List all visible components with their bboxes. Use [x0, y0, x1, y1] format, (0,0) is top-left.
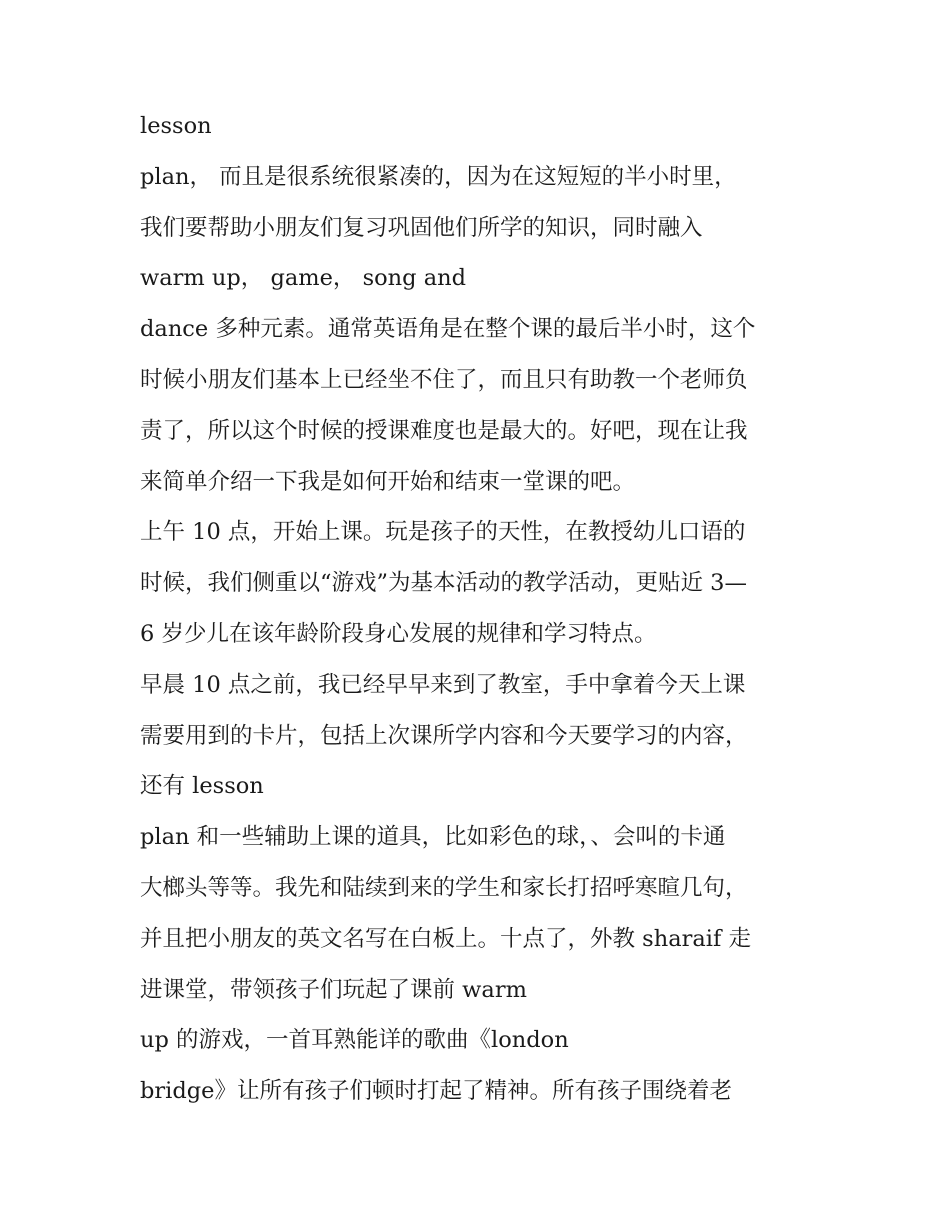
text-line-15: plan 和一些辅助上课的道具，比如彩色的球，、会叫的卡通	[140, 824, 726, 851]
text-line-8: 来简单介绍一下我是如何开始和结束一堂课的吧。	[140, 468, 636, 495]
text-line-6: 时候小朋友们基本上已经坐不住了，而且只有助教一个老师负	[140, 366, 748, 393]
text-line-20: bridge》让所有孩子们顿时打起了精神。所有孩子围绕着老	[140, 1078, 732, 1105]
text-line-11: 6 岁少儿在该年龄阶段身心发展的规律和学习特点。	[140, 620, 657, 647]
text-line-19: up 的游戏，一首耳熟能详的歌曲《london	[140, 1027, 569, 1054]
text-line-14: 还有 lesson	[140, 773, 264, 800]
text-line-18: 进课堂，带领孩子们玩起了课前 warm	[140, 976, 527, 1003]
text-line-16: 大榔头等等。我先和陆续到来的学生和家长打招呼寒暄几句，	[140, 874, 748, 901]
text-line-17: 并且把小朋友的英文名写在白板上。十点了，外教 sharaif 走	[140, 925, 751, 952]
text-line-10: 时候，我们侧重以“游戏”为基本活动的教学活动，更贴近 3—	[140, 570, 747, 597]
text-line-1: lesson	[140, 113, 212, 139]
body-text	[140, 101, 830, 1117]
text-line-5: dance 多种元素。通常英语角是在整个课的最后半小时，这个	[140, 316, 756, 343]
text-line-12: 早晨 10 点之前，我已经早早来到了教室，手中拿着今天上课	[140, 671, 746, 698]
text-line-3: 我们要帮助小朋友们复习巩固他们所学的知识，同时融入	[140, 214, 703, 241]
text-line-13: 需要用到的卡片，包括上次课所学内容和今天要学习的内容，	[140, 722, 748, 749]
text-line-9: 上午 10 点，开始上课。玩是孩子的天性，在教授幼儿口语的	[140, 519, 746, 546]
text-line-2: plan， 而且是很系统很紧凑的，因为在这短短的半小时里，	[140, 163, 737, 190]
text-line-4: warm up， game， song and	[140, 265, 467, 292]
text-line-7: 责了，所以这个时候的授课难度也是最大的。好吧，现在让我	[140, 417, 748, 444]
